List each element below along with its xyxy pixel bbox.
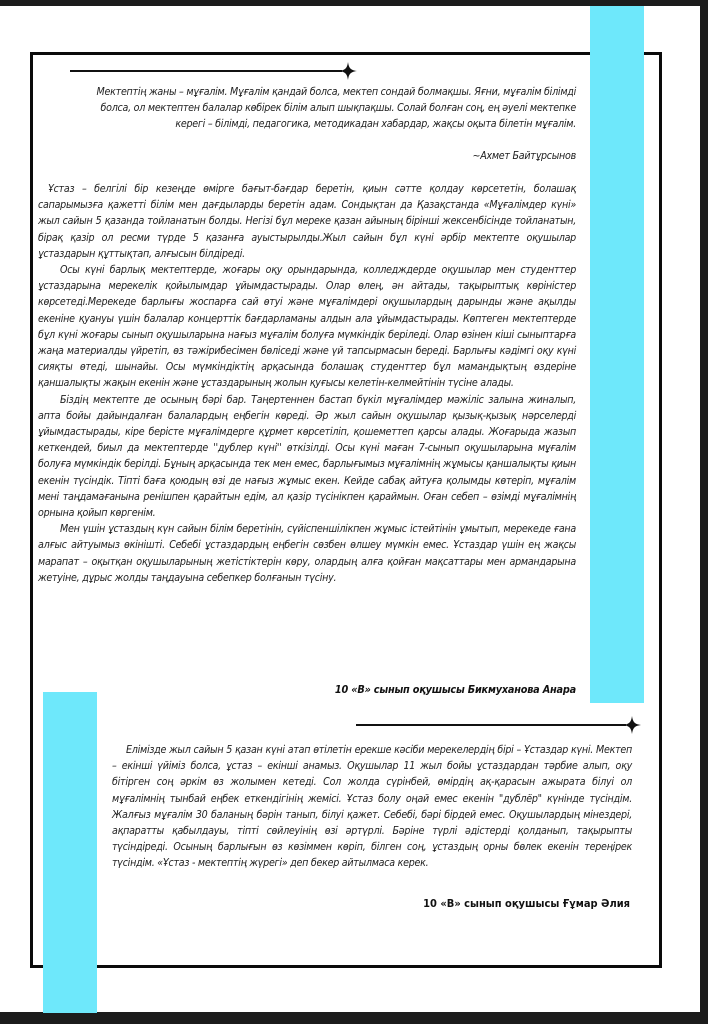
article-1-paragraph: Біздің мектепте де осының бәрі бар. Таңертеннен бастап бүкіл мұғалімдер мәжіліс залына жиналып, апта бойы дайындалған балалардың еңбегін көреді. Әр жыл сайын оқушылар қызық-қызық нәрселерді ұйымдастырады, кіре берісте мұғалімдерге құрмет көрсетіліп, қошеметтеп қарсы алады. Жоғарыда жазып кеткендей, биыл да мектептерде ''дублер күні'' өткізілді. Осы күні маған 7-сынып оқушыларына мұғалім болуға мүмкіндік берілді. Бұның арқасында тек мен емес, барлығымыз мұғалімнің жұмысы қаншалықты қиын екенін түсіндік. Тіпті баға қоюдың өзі де нағыз жұмыс екен. Кейде сабақ айтуға қолымды көтеріп, мұғалім мені таңдамағанына ренішпен қарайтын едім, ал қазір түсінікпен қараймын. Оған себеп – өзімді мұғалімнің орнына қойып көргенім. <box>38 393 576 520</box>
article-1-signature: 10 «В» сынып оқушысы Бикмуханова Анара <box>334 683 576 696</box>
top-divider-line <box>70 70 342 72</box>
four-point-star-icon <box>623 716 641 734</box>
epigraph-author: ~Ахмет Байтұрсынов <box>472 150 576 162</box>
accent-bar-bottom-left <box>43 692 97 1013</box>
article-1 <box>38 181 576 586</box>
accent-bar-top-right <box>590 6 644 703</box>
article-1-paragraph: Ұстаз – белгілі бір кезеңде өмірге бағыт-бағдар беретін, қиын сәтте қолдау көрсететін, болашақ сапарымызға қажетті білім мен дағдыларды беретін адам. Сондықтан да Қазақстанда «Мұғалімдер күні» жыл сайын 5 қазанда тойланатын болды. Негізі бұл мереке қазан айының бірінші жексенбісінде тойланатын, бірақ қазір ол ресми түрде 5 қазанға ауыстырылды.Жыл сайын бұл күні әрбір мектепте оқушылар ұстаздарын құттықтап, алғысын білдіреді. <box>38 183 576 260</box>
article-2-signature: 10 «В» сынып оқушысы Ғұмар Әлия <box>423 897 630 910</box>
article-2 <box>112 742 632 872</box>
article-1-paragraph: Осы күні барлық мектептерде, жоғары оқу орындарында, колледждерде оқушылар мен студенттер ұстаздарына мерекелік қойылымдар ұйымдастырады. Олар өлең, ән айтады, тақырыптық көріністер көрсетеді.Мерекеде барлығы жоспарға сай өтуі және мұғалімдері оқушылардың дарынды және ақылды екеніне қуануы үшін балалар концерттік бағдарламаны алдын ала ұйымдастырады. Көптеген мектептерде бұл күні жоғары сынып оқушыларына нағыз мұғалім болуға мүмкіндік беріледі. Олар өзінен кіші сыныптарға жаңа материалды үйретіп, өз тәжірибесімен бөліседі және үй тапсырмасын береді. Барлығы кәдімгі оқу күні сияқты өтеді, шынайы. Осы мүмкіндіктің арқасында болашақ студенттер бұл мамандықтың өздеріне қаншалықты жақын екенін және ұстаздарының жолын қуғысы келетін-келмейтінін түсіне алады. <box>38 264 576 390</box>
four-point-star-icon <box>339 62 357 80</box>
bottom-divider-line <box>356 724 626 726</box>
article-2-paragraph: Елімізде жыл сайын 5 қазан күні атап өтілетін ерекше кәсіби мерекелердің бірі – Ұстаздар күні. Мектеп – екінші үйіміз болса, ұстаз – екінші анамыз. Оқушылар 11 жыл бойы ұстаздардан тәрбие алып, оқу бітірген соң әркім өз жолымен кетеді. Сол жолда сүрінбей, өмірдің ақ-қарасын ажырата білуі ол мұғалімнің тынбай еңбек еткендігінің жемісі. Ұстаз болу оңай емес екенін "дублёр" күнінде түсіндім. Жалғыз мұғалім 30 баланың бәрін танып, білуі қажет. Себебі, бәрі бірдей емес. Оқушылардың мінездері, ақпаратты қабылдауы, тіпті сөйлеуінің өзі әртүрлі. Бәріне түрлі әдістерді қолданып, тақырыпты түсіндіреді. Осының барлығын өз көзіммен көріп, білген соң, ұстаздың орны бөлек екенін тереңірек түсіндім. «Ұстаз - мектептің жүрегі» деп бекер айтылмаса керек. <box>112 744 632 870</box>
article-1-paragraph: Мен үшін ұстаздың күн сайын білім беретінін, сүйіспеншілікпен жұмыс істейтінін ұмытып, мерекеде ғана алғыс айтуымыз өкінішті. Себебі ұстаздардың еңбегін сөзбен өлшеу мүмкін емес. Ұстаздар үшін ең жақсы марапат – оқытқан оқушыларының жетістіктерін көру, олардың алға қойған мақсаттары мен армандарына жетуіне, дұрыс жолды таңдауына себепкер болғанын түсіну. <box>38 523 576 584</box>
epigraph-quote: Мектептің жаны – мұғалім. Мұғалім қандай болса, мектеп сондай болмақшы. Яғни, мұғалім білімді болса, ол мектептен балалар көбірек білім алып шықпақшы. Солай болған соң, ең әуелі мектепке керегі – білімді, педагогика, методикадан хабардар, жақсы оқыта білетін мұғалім. <box>96 86 576 131</box>
